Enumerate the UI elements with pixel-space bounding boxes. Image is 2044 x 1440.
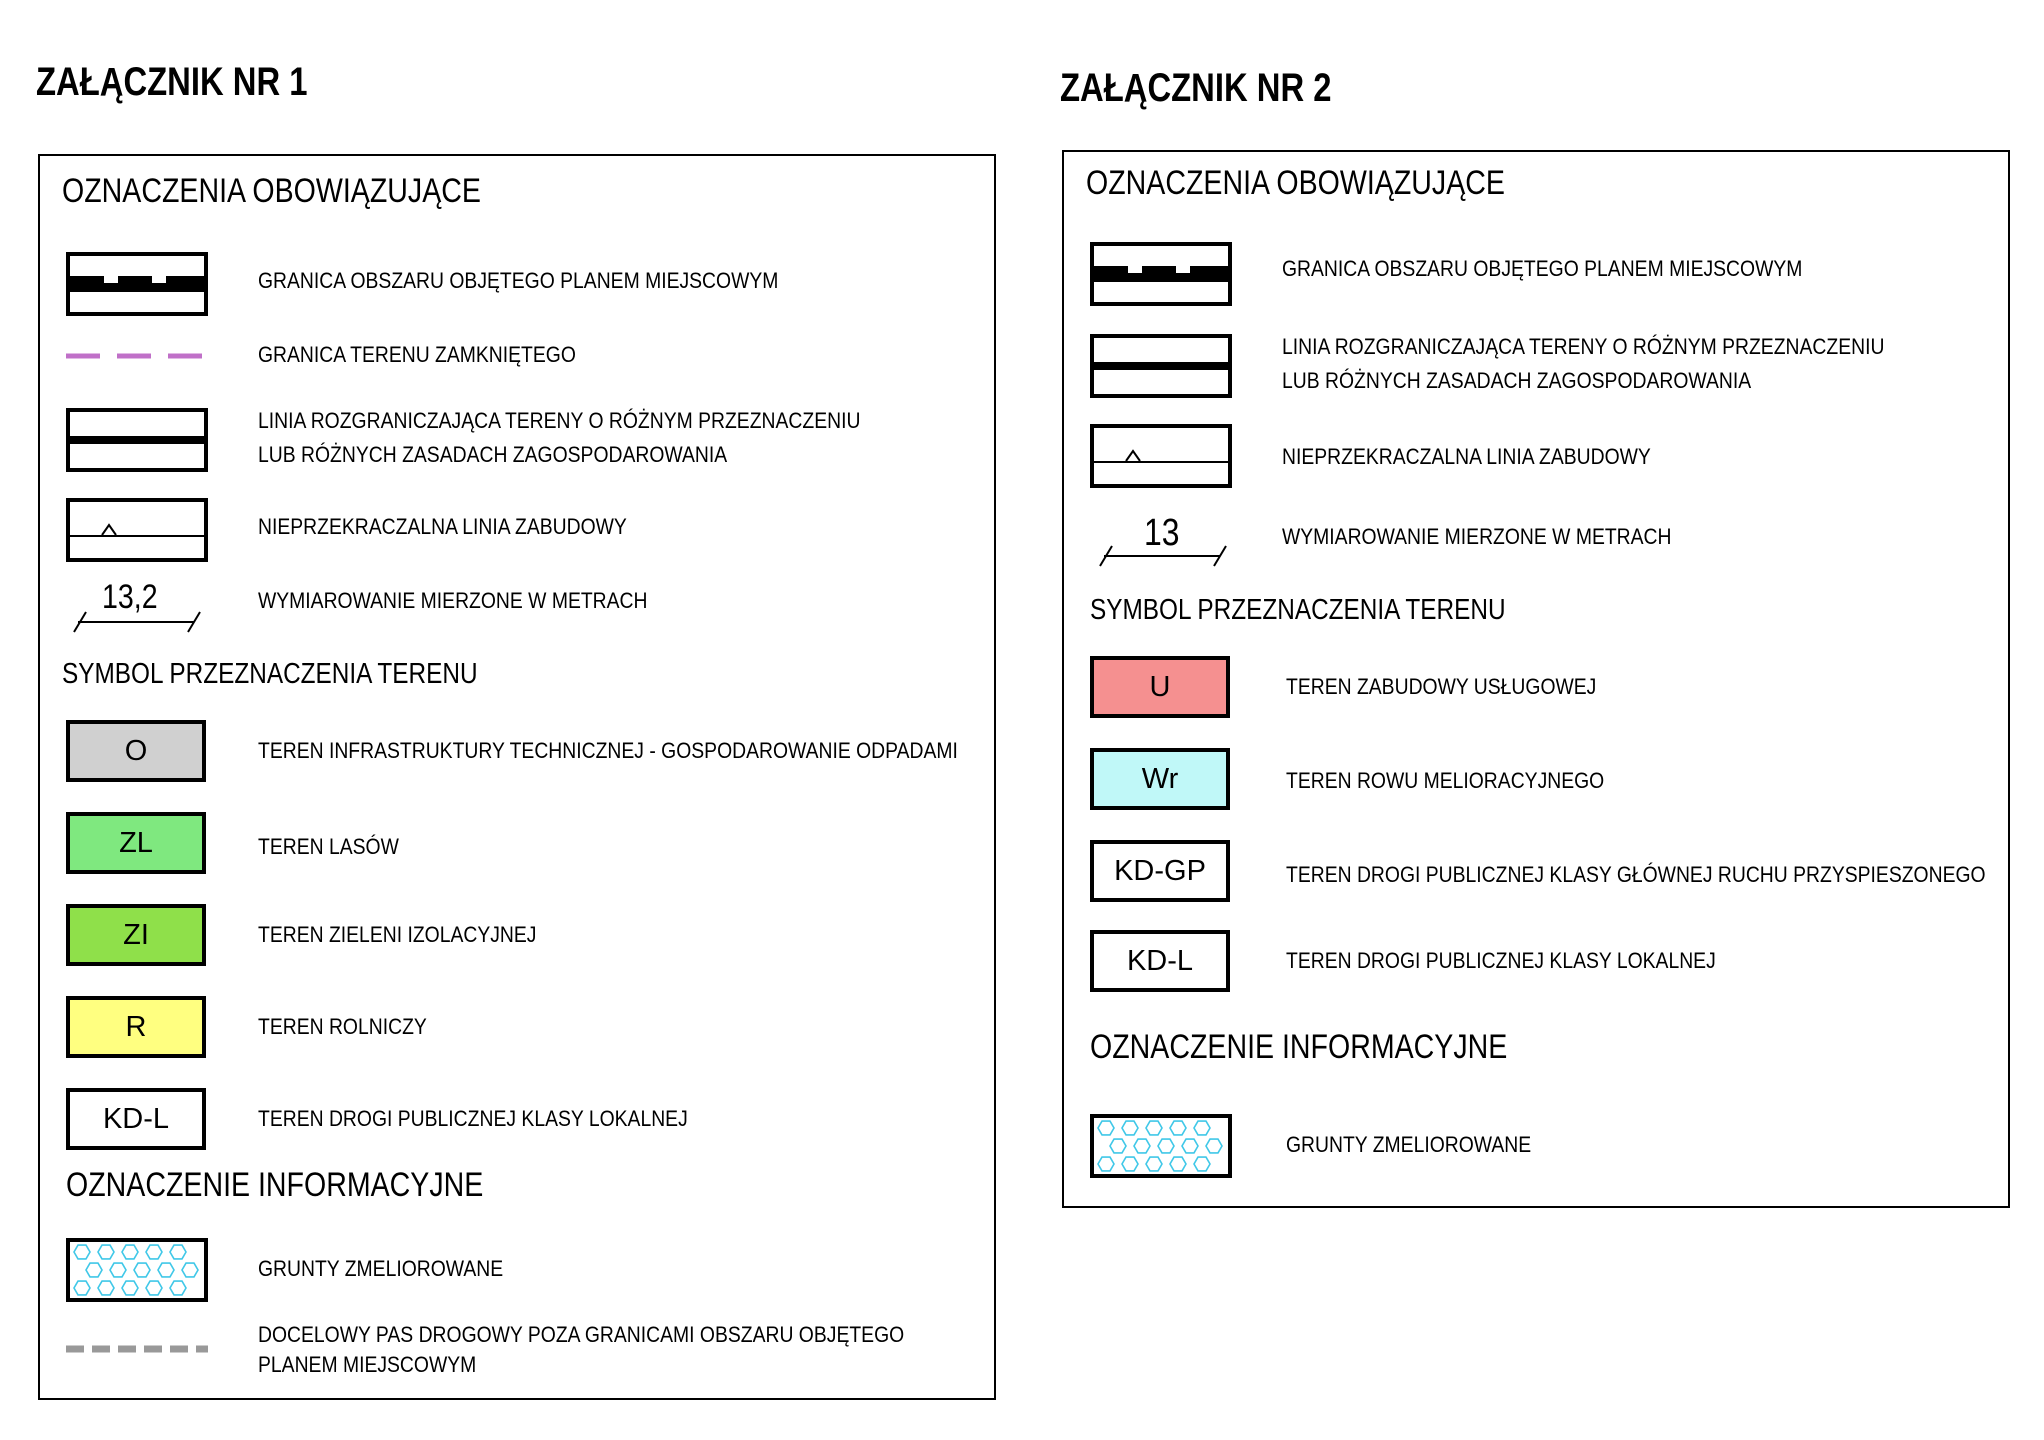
land-use-symbol-kd-l: [1090, 930, 1230, 992]
reclaimed-soil-label: GRUNTY ZMELIOROWANE: [258, 1256, 504, 1281]
dimension-value: 13,2: [102, 578, 158, 616]
attachment-2-legend-panel: [1062, 150, 2010, 1208]
dimension-label: WYMIAROWANIE MIERZONE W METRACH: [258, 588, 648, 613]
demarcation-line-label-2: LUB RÓŻNYCH ZASADACH ZAGOSPODAROWANIA: [258, 442, 728, 467]
demarcation-line-label-1: LINIA ROZGRANICZAJĄCA TERENY O RÓŻNYM PRZEZNACZENIU: [258, 408, 861, 433]
target-road-strip-label-1: DOCELOWY PAS DROGOWY POZA GRANICAMI OBSZARU OBJĘTEGO: [258, 1322, 905, 1347]
plan-boundary-icon: [1090, 242, 1232, 306]
closed-area-boundary-icon: [66, 351, 208, 361]
obligatory-heading: OZNACZENIA OBOWIĄZUJĄCE: [1086, 164, 1505, 202]
dimension-label: WYMIAROWANIE MIERZONE W METRACH: [1282, 524, 1672, 549]
attachment-2-title: ZAŁĄCZNIK NR 2: [1060, 66, 1332, 110]
land-use-label-u: TEREN ZABUDOWY USŁUGOWEJ: [1286, 674, 1597, 699]
demarcation-line-label-2: LUB RÓŻNYCH ZASADACH ZAGOSPODAROWANIA: [1282, 368, 1752, 393]
land-use-code: O: [124, 734, 148, 767]
building-line-label: NIEPRZEKRACZALNA LINIA ZABUDOWY: [1282, 444, 1651, 469]
attachment-1-legend-panel: [38, 154, 996, 1400]
land-use-symbol-zi: [66, 904, 206, 966]
closed-area-boundary-label: GRANICA TERENU ZAMKNIĘTEGO: [258, 342, 576, 367]
land-use-label-r: TEREN ROLNICZY: [258, 1014, 427, 1039]
target-road-strip-icon: [66, 1344, 208, 1354]
reclaimed-soil-label: GRUNTY ZMELIOROWANE: [1286, 1132, 1532, 1157]
demarcation-line-icon: [1090, 334, 1232, 398]
reclaimed-soil-pattern-icon: [1090, 1114, 1232, 1178]
land-use-symbol-zl: [66, 812, 206, 874]
obligatory-heading: OZNACZENIA OBOWIĄZUJĄCE: [62, 172, 481, 210]
symbol-heading: SYMBOL PRZEZNACZENIA TERENU: [62, 658, 478, 690]
land-use-label-wr: TEREN ROWU MELIORACYJNEGO: [1286, 768, 1605, 793]
building-line-icon: [66, 498, 208, 562]
land-use-code: U: [1149, 670, 1171, 703]
land-use-label-kd-l: TEREN DROGI PUBLICZNEJ KLASY LOKALNEJ: [1286, 948, 1716, 973]
info-heading: OZNACZENIE INFORMACYJNE: [66, 1166, 484, 1204]
attachment-1-title: ZAŁĄCZNIK NR 1: [36, 60, 308, 104]
symbol-heading: SYMBOL PRZEZNACZENIA TERENU: [1090, 594, 1506, 626]
land-use-code: ZI: [123, 918, 149, 951]
land-use-code: Wr: [1141, 762, 1179, 795]
land-use-symbol-kd-gp: [1090, 840, 1230, 902]
building-line-label: NIEPRZEKRACZALNA LINIA ZABUDOWY: [258, 514, 627, 539]
building-line-icon: [1090, 424, 1232, 488]
dimension-icon: [68, 578, 208, 636]
plan-boundary-icon: [66, 252, 208, 316]
land-use-code: R: [125, 1010, 147, 1043]
land-use-code: KD-GP: [1114, 854, 1206, 887]
target-road-strip-label-2: PLANEM MIEJSCOWYM: [258, 1352, 477, 1377]
plan-boundary-label: GRANICA OBSZARU OBJĘTEGO PLANEM MIEJSCOWYM: [1282, 256, 1803, 281]
land-use-symbol-wr: [1090, 748, 1230, 810]
land-use-code: KD-L: [1126, 944, 1194, 977]
land-use-symbol-o: [66, 720, 206, 782]
reclaimed-soil-pattern-icon: [66, 1238, 208, 1302]
dimension-value: 13: [1144, 512, 1180, 554]
demarcation-line-icon: [66, 408, 208, 472]
dimension-icon: [1094, 512, 1234, 570]
land-use-label-kd-gp: TEREN DROGI PUBLICZNEJ KLASY GŁÓWNEJ RUCHU PRZYSPIESZONEGO: [1286, 862, 1986, 887]
land-use-code: KD-L: [102, 1102, 170, 1135]
plan-boundary-label: GRANICA OBSZARU OBJĘTEGO PLANEM MIEJSCOWYM: [258, 268, 779, 293]
land-use-symbol-r: [66, 996, 206, 1058]
land-use-label-kd-l: TEREN DROGI PUBLICZNEJ KLASY LOKALNEJ: [258, 1106, 688, 1131]
land-use-label-o: TEREN INFRASTRUKTURY TECHNICZNEJ - GOSPODAROWANIE ODPADAMI: [258, 738, 958, 763]
land-use-label-zi: TEREN ZIELENI IZOLACYJNEJ: [258, 922, 537, 947]
land-use-label-zl: TEREN LASÓW: [258, 834, 399, 859]
land-use-symbol-u: [1090, 656, 1230, 718]
land-use-symbol-kd-l: [66, 1088, 206, 1150]
demarcation-line-label-1: LINIA ROZGRANICZAJĄCA TERENY O RÓŻNYM PRZEZNACZENIU: [1282, 334, 1885, 359]
land-use-code: ZL: [119, 826, 153, 859]
info-heading: OZNACZENIE INFORMACYJNE: [1090, 1028, 1508, 1066]
